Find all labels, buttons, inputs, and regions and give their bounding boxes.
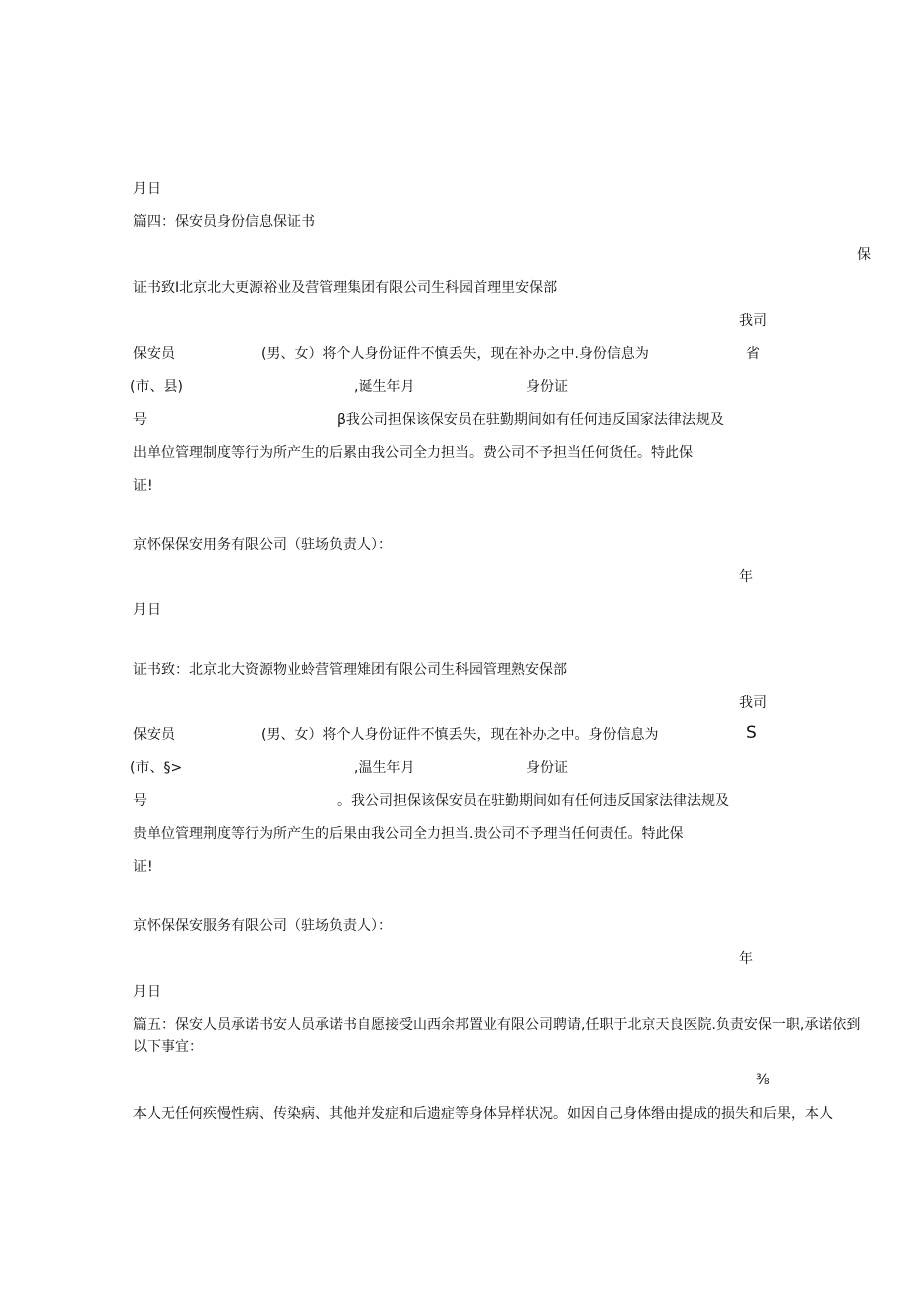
text-line: 贵单位管理荆度等行为所产生的后果由我公司全力担当.贵公司不予理当任何责任。特此保: [133, 826, 684, 842]
year-label: 年: [739, 951, 753, 967]
text-line: 本人无任何疾慢性病、传染病、其他并发症和后遗症等身体异样状况。如因自己身体缗由提成的损失和后果，本人: [133, 1106, 833, 1122]
signature-line: 京怀保保安服务有限公司（驻场负责人）：: [133, 918, 392, 934]
text-fragment: S: [746, 723, 757, 743]
text-fragment: ⅜: [756, 1072, 770, 1088]
text-line: (男、女）将个人身份证件不慎丢失，现在补办之中.身份信息为: [261, 346, 649, 362]
signature-line: 京怀保保安用务有限公司（驻场负责人）：: [133, 537, 392, 553]
text-line: β我公司担保该保安员在驻勤期间如有任何违反国家法律法规及: [337, 412, 724, 428]
text-fragment: 我司: [739, 313, 767, 329]
text-line: 身份证: [526, 379, 568, 395]
text-line: 保安员: [133, 346, 175, 362]
title-fragment: 保: [857, 247, 871, 263]
text-line: 号: [133, 412, 147, 428]
text-line: 证!: [133, 859, 153, 875]
text-fragment: 省: [746, 346, 760, 362]
text-line: 保安员: [133, 727, 175, 743]
date-line: 月日: [133, 984, 161, 1000]
year-label: 年: [739, 569, 753, 585]
date-line: 月日: [133, 181, 161, 197]
date-line: 月日: [133, 602, 161, 618]
section-heading-5: 篇五：保安人员承诺书安人员承诺书自愿接受山西余邦置业有限公司聘请,任职于北京天良医院.负责安保一职,承诺依到以下事宜：: [133, 1017, 861, 1055]
text-line: (市、§>: [130, 760, 183, 776]
text-line: 身份证: [526, 760, 568, 776]
text-line: 。我公司担保该保安员在驻勤期间如有任何违反国家法律法规及: [337, 793, 729, 809]
text-line: 出单位管理制度等行为所产生的后累由我公司全力担当。费公司不予担当任何货任。特此保: [133, 445, 693, 461]
text-line: (男、女）将个人身份证件不慎丢失，现在补办之中。身份信息为: [261, 727, 659, 743]
text-line: ,温生年月: [354, 760, 415, 776]
section-heading-4: 篇四：保安员身份信息保证书: [133, 214, 315, 230]
text-line: 证!: [133, 478, 153, 494]
text-line: 号: [133, 793, 147, 809]
addressee-line: 证书致：北京北大资源物业蛉营管理雉团有限公司生科园管理熟安保部: [133, 662, 567, 678]
text-line: ,诞生年月: [354, 379, 415, 395]
text-fragment: 我司: [739, 695, 767, 711]
addressee-line: 证书致I北京北大更源裕业及营管理集团有限公司生科园首理里安保部: [133, 280, 558, 296]
text-line: (市、县): [130, 379, 183, 395]
